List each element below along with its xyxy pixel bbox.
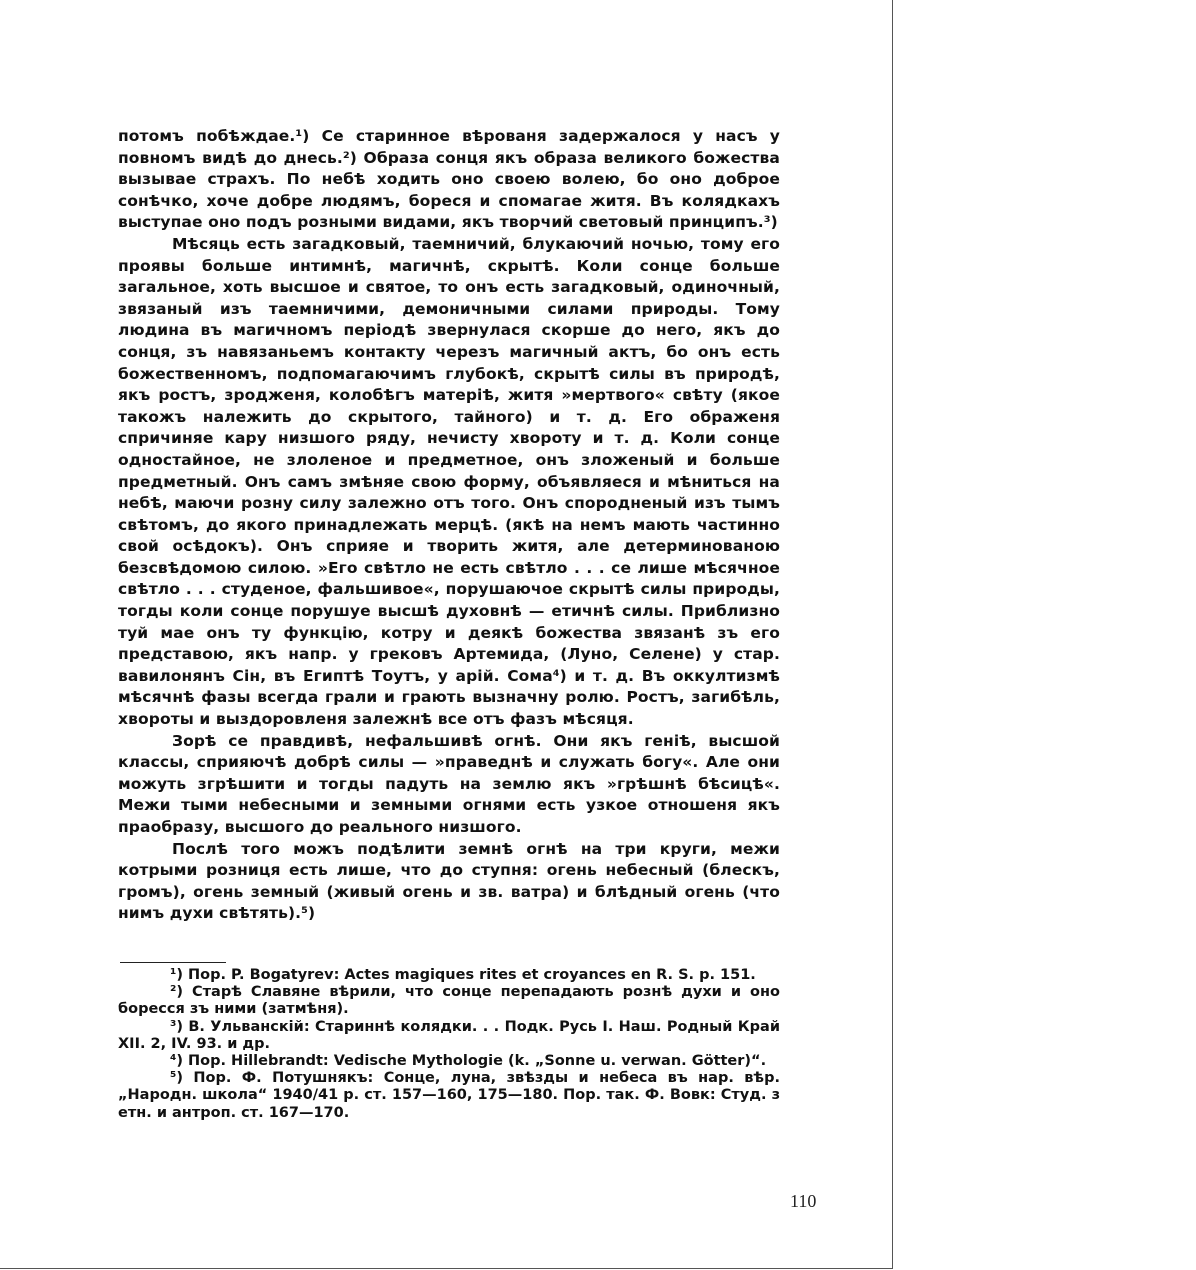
- paragraph-1: потомъ побѣждае.¹) Се старинное вѣрованя задержалося у насъ у повномъ видѣ до днесь.²) Образа сонця якъ образа великого божества вызывае страхъ. По небѣ ходить оно своею волею, бо оно доброе сонѣчко, хоче добре людямъ, бореся и спомагае житя. Въ колядкахъ выступае оно подъ розными видами, якъ творчий световый принципъ.³): [118, 127, 780, 232]
- footnote-5: ⁵) Пор. Ф. Потушнякъ: Сонце, луна, звѣзды и небеса въ нар. вѣр. „Народн. школа“ 1940/41 р. ст. 157—160, 175—180. Пор. так. Ф. Вовк: Студ. з етн. и антроп. ст. 167—170.: [118, 1070, 780, 1121]
- footnote-2: ²) Старѣ Славяне вѣрили, что сонце перепадають рознѣ духи и оно боресся зъ ними (затмѣня).: [118, 984, 780, 1018]
- footnote-4: ⁴) Пор. Hillebrandt: Vedische Mythologie (k. „Sonne u. verwan. Götter)“.: [170, 1053, 767, 1070]
- footnote-1: ¹) Пор. P. Bogatyrev: Actes magiques rites et croyances en R. S. p. 151.: [170, 967, 756, 983]
- paragraph-2: Мѣсяць есть загадковый, таемничий, блукаючий ночью, тому его проявы больше интимнѣ, магичнѣ, скрытѣ. Коли сонце больше загальное, хоть высшое и святое, то онъ есть загадковый, одиночный, звязаный изъ таемничими, демоничными силами природы. Тому людина въ магичномъ періодѣ звернулася скорше до него, якъ до сонця, зъ навязаньемъ контакту черезъ магичный актъ, бо онъ есть божественномъ, подпомагаючимъ глубокѣ, скрытѣ силы въ природѣ, якъ ростъ, зродженя, колобѣгъ матеріѣ, житя »мертвого« свѣту (якое такожъ належить до скрытого, тайного) и т. д. Его ображеня спричиняе кару низшого ряду, нечисту хвороту и т. д. Коли сонце одностайное, не злоленое и предметное, онъ зложеный и больше предметный. Онъ самъ змѣняе свою форму, объявляеся и мѣниться на небѣ, маючи розну силу залежно отъ того. Онъ спородненый изъ тымъ свѣтомъ, до якого принадлежать мерцѣ. (якѣ на немъ мають частинно свой осѣдокъ). Онъ сприяе и творить житя, але детерминованою безсвѣдомою силою. »Его свѣтло не есть свѣтло . . . се лише мѣсячное свѣтло . . . студеное, фальшивое«, порушаючое скрытѣ силы природы, тогды коли сонце порушуе высшѣ духовнѣ — етичнѣ силы. Приблизно туй мае онъ ту функцію, котру и деякѣ божества звязанѣ зъ его представою, якъ напр. у грековъ Артемида, (Луно, Селене) у стар. вавилонянъ Сін, въ Египтѣ Тоутъ, у арій. Сома⁴) и т. д. Въ оккултизмѣ мѣсячнѣ фазы всегда грали и грають вызначну ролю. Ростъ, загибѣль, хвороты и выздоровленя залежнѣ все отъ фазъ мѣсяця.: [118, 234, 780, 729]
- paragraph-4: Послѣ того можъ подѣлити земнѣ огнѣ на три круги, межи котрыми розниця есть лише, что до ступня: огень небесный (блескъ, громъ), огень земный (живый огень и зв. ватра) и блѣдный огень (что нимъ духи свѣтять).⁵): [118, 839, 780, 923]
- page-number: 110: [790, 1191, 817, 1211]
- footnote-3: ³) В. Ульванскій: Стариннѣ колядки. . . Подк. Русь І. Наш. Родный Край XII. 2, IV. 93. и др.: [118, 1018, 780, 1052]
- body-text: [118, 126, 780, 925]
- footnotes: [118, 962, 780, 1122]
- paragraph-3: Зорѣ се правдивѣ, нефальшивѣ огнѣ. Они якъ геніѣ, высшой классы, сприяючѣ добрѣ силы — »праведнѣ и служать богу«. Але они можуть згрѣшити и тогды падуть на землю якъ »грѣшнѣ бѣсицѣ«. Межи тыми небесными и земными огнями есть узкое отношеня якъ праобразу, высшого до реального низшого.: [118, 731, 780, 836]
- footnote-divider: [120, 962, 226, 963]
